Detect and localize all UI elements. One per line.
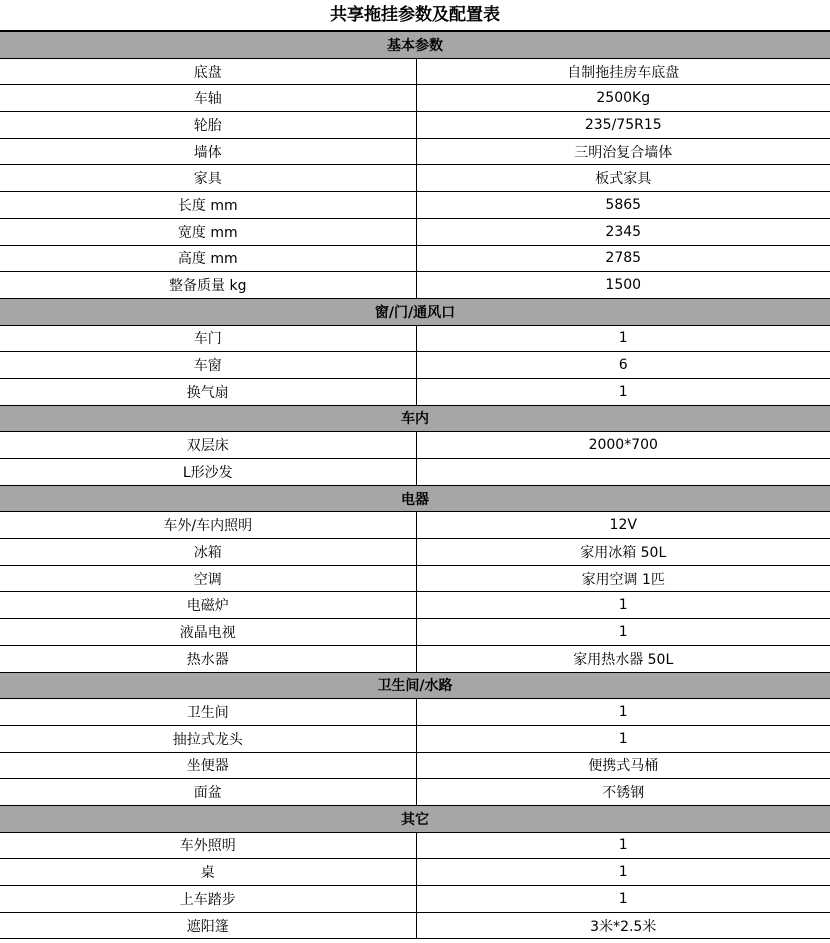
section-header: 卫生间/水路 (0, 672, 830, 699)
param-value: 不锈钢 (416, 779, 830, 806)
section-header: 电器 (0, 485, 830, 512)
section-header: 车内 (0, 405, 830, 432)
param-label: 空调 (0, 565, 416, 592)
param-label: L形沙发 (0, 459, 416, 486)
table-row (0, 138, 830, 165)
param-value: 6 (416, 352, 830, 379)
param-value: 2785 (416, 245, 830, 272)
param-label: 热水器 (0, 645, 416, 672)
table-row (0, 112, 830, 139)
param-value: 1 (416, 592, 830, 619)
table-row (0, 886, 830, 913)
param-label: 双层床 (0, 432, 416, 459)
section-header: 窗/门/通风口 (0, 298, 830, 325)
param-value: 板式家具 (416, 165, 830, 192)
table-row (0, 779, 830, 806)
param-label: 宽度 mm (0, 218, 416, 245)
param-label: 底盘 (0, 58, 416, 85)
table-row (0, 325, 830, 352)
param-label: 轮胎 (0, 112, 416, 139)
param-value: 2345 (416, 218, 830, 245)
param-label: 长度 mm (0, 192, 416, 219)
param-label: 抽拉式龙头 (0, 725, 416, 752)
table-row (0, 352, 830, 379)
table-row (0, 85, 830, 112)
table-row (0, 165, 830, 192)
table-row (0, 725, 830, 752)
param-value: 1 (416, 619, 830, 646)
param-label: 卫生间 (0, 699, 416, 726)
param-label: 换气扇 (0, 378, 416, 405)
page-title: 共享拖挂参数及配置表 (0, 0, 830, 31)
table-row (0, 912, 830, 939)
section-header-row (0, 485, 830, 512)
param-value: 自制拖挂房车底盘 (416, 58, 830, 85)
table-row (0, 859, 830, 886)
param-value: 1 (416, 378, 830, 405)
param-value: 12V (416, 512, 830, 539)
table-row (0, 699, 830, 726)
param-value: 5865 (416, 192, 830, 219)
param-value: 三明治复合墙体 (416, 138, 830, 165)
param-label: 整备质量 kg (0, 272, 416, 299)
param-label: 电磁炉 (0, 592, 416, 619)
table-row (0, 378, 830, 405)
table-row (0, 245, 830, 272)
param-value: 3米*2.5米 (416, 912, 830, 939)
table-row (0, 459, 830, 486)
table-row (0, 58, 830, 85)
param-label: 车外/车内照明 (0, 512, 416, 539)
param-value: 1 (416, 886, 830, 913)
param-label: 车门 (0, 325, 416, 352)
param-label: 高度 mm (0, 245, 416, 272)
section-header-row (0, 298, 830, 325)
param-label: 坐便器 (0, 752, 416, 779)
param-label: 车轴 (0, 85, 416, 112)
param-label: 冰箱 (0, 539, 416, 566)
table-row (0, 832, 830, 859)
param-value: 1 (416, 699, 830, 726)
table-row (0, 539, 830, 566)
param-value: 便携式马桶 (416, 752, 830, 779)
section-header-row (0, 672, 830, 699)
section-header-row (0, 405, 830, 432)
table-row (0, 432, 830, 459)
spec-table-body (0, 32, 830, 939)
param-label: 车窗 (0, 352, 416, 379)
param-label: 车外照明 (0, 832, 416, 859)
param-value: 2500Kg (416, 85, 830, 112)
param-value: 1 (416, 832, 830, 859)
spec-table (0, 31, 830, 939)
table-row (0, 645, 830, 672)
table-row (0, 512, 830, 539)
param-label: 家具 (0, 165, 416, 192)
section-header-row (0, 32, 830, 59)
param-value (416, 459, 830, 486)
param-label: 上车踏步 (0, 886, 416, 913)
param-label: 墙体 (0, 138, 416, 165)
table-row (0, 192, 830, 219)
param-value: 家用热水器 50L (416, 645, 830, 672)
param-value: 235/75R15 (416, 112, 830, 139)
section-header-row (0, 805, 830, 832)
table-row (0, 619, 830, 646)
table-row (0, 565, 830, 592)
param-label: 遮阳篷 (0, 912, 416, 939)
section-header: 其它 (0, 805, 830, 832)
param-value: 家用空调 1匹 (416, 565, 830, 592)
param-label: 液晶电视 (0, 619, 416, 646)
param-label: 桌 (0, 859, 416, 886)
table-row (0, 752, 830, 779)
param-value: 2000*700 (416, 432, 830, 459)
section-header: 基本参数 (0, 32, 830, 59)
table-row (0, 272, 830, 299)
table-row (0, 592, 830, 619)
param-value: 家用冰箱 50L (416, 539, 830, 566)
param-value: 1 (416, 725, 830, 752)
table-row (0, 218, 830, 245)
param-label: 面盆 (0, 779, 416, 806)
param-value: 1 (416, 859, 830, 886)
param-value: 1 (416, 325, 830, 352)
param-value: 1500 (416, 272, 830, 299)
